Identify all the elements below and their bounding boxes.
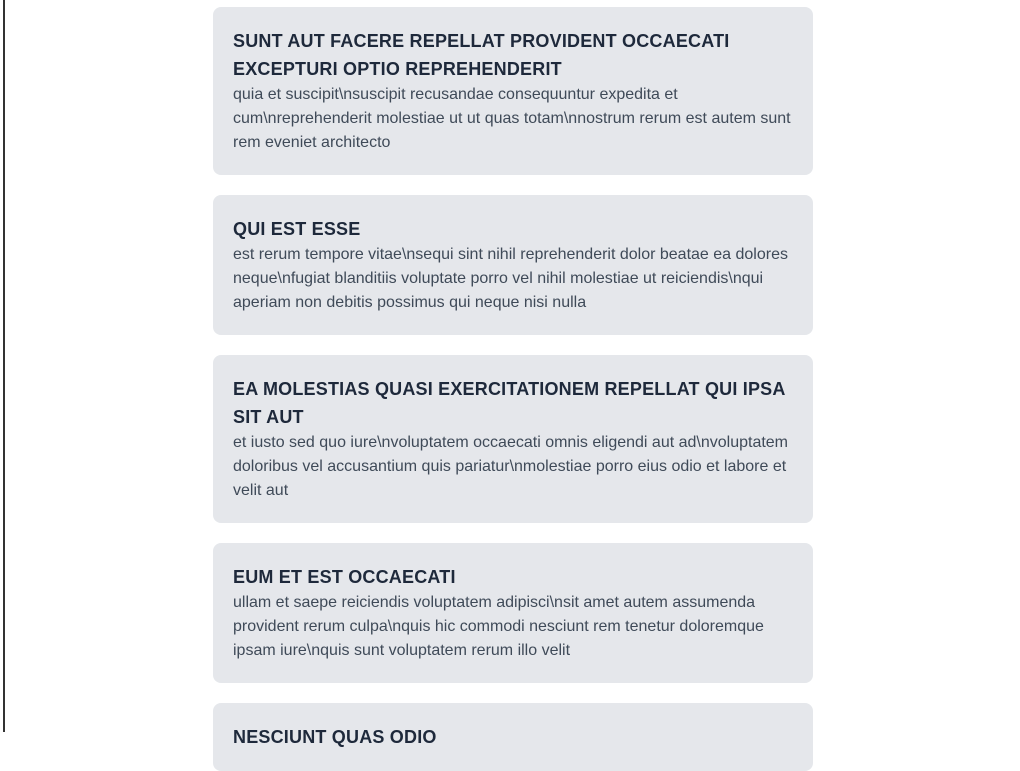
content-area (6, 0, 1020, 747)
post-body: est rerum tempore vitae\nsequi sint nihil reprehenderit dolor beatae ea dolores neque\nfugiat blanditiis voluptate porro vel nihil molestiae ut reiciendis\nqui aperiam non debitis possimus qui neque nisi nulla (233, 246, 788, 311)
window-edge-line (3, 0, 5, 732)
post-title: QUI EST ESSE (233, 219, 361, 239)
post-body: ullam et saepe reiciendis voluptatem adipisci\nsit amet autem assumenda provident rerum culpa\nquis hic commodi nesciunt rem tenetur doloremque ipsam iure\nquis sunt voluptatem rerum illo velit (233, 594, 764, 659)
post-card[interactable] (213, 543, 813, 683)
post-title: NESCIUNT QUAS ODIO (233, 727, 437, 747)
post-body: et iusto sed quo iure\nvoluptatem occaecati omnis eligendi aut ad\nvoluptatem doloribus vel accusantium quis pariatur\nmolestiae porro eius odio et labore et velit aut (233, 434, 789, 499)
post-card[interactable] (213, 195, 813, 335)
post-card[interactable] (213, 7, 813, 175)
post-card[interactable] (213, 355, 813, 523)
post-body: quia et suscipit\nsuscipit recusandae consequuntur expedita et cum\nreprehenderit molestiae ut ut quas totam\nnostrum rerum est autem sunt rem eveniet architecto (233, 86, 791, 151)
post-card[interactable] (213, 703, 813, 771)
post-title: EUM ET EST OCCAECATI (233, 567, 456, 587)
posts-list (213, 7, 813, 771)
post-title: SUNT AUT FACERE REPELLAT PROVIDENT OCCAECATI EXCEPTURI OPTIO REPREHENDERIT (233, 31, 730, 79)
post-title: EA MOLESTIAS QUASI EXERCITATIONEM REPELLAT QUI IPSA SIT AUT (233, 379, 785, 427)
